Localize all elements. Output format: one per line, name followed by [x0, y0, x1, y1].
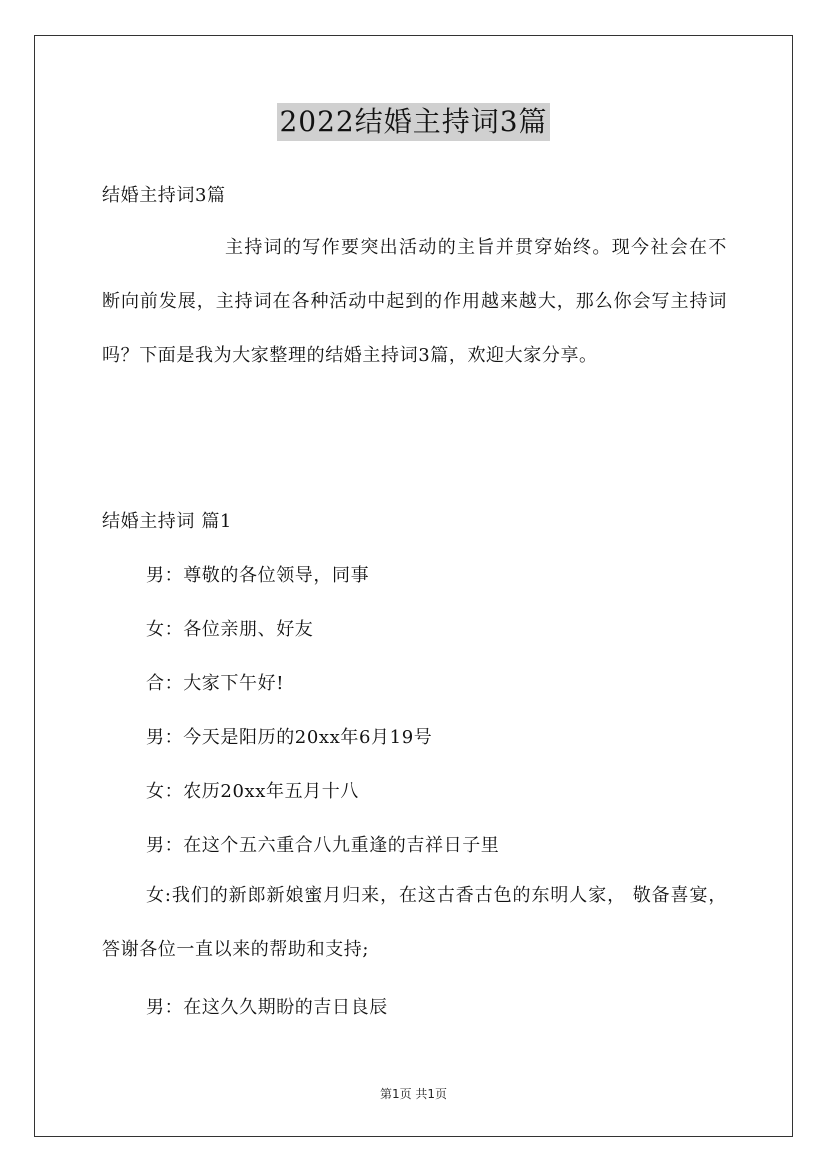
dialog-line: 男：在这个五六重合八九重逢的吉祥日子里 [146, 835, 500, 856]
dialog-line: 女：各位亲朋、好友 [146, 619, 314, 640]
dialog-line: 合：大家下午好! [146, 673, 285, 694]
dialog-line: 男：尊敬的各位领导，同事 [146, 565, 370, 586]
intro-text: 主持词的写作要突出活动的主旨并贯穿始终。现今社会在不断向前发展，主持词在各种活动中起到的作用越来越大，那么你会写主持词吗？下面是我为大家整理的结婚主持词3篇，欢迎大家分享。 [102, 237, 727, 366]
dialog-paragraph-text: 女:我们的新郎新娘蜜月归来，在这古香古色的东明人家， 敬备喜宴，答谢各位一直以来的帮助和支持; [102, 885, 727, 960]
dialog-paragraph [102, 869, 727, 977]
document-title: 2022结婚主持词3篇 [277, 103, 549, 141]
dialog-line: 女：农历20xx年五月十八 [146, 781, 360, 802]
dialog-line: 男：在这久久期盼的吉日良辰 [146, 997, 388, 1018]
page-footer: 第1页 共1页 [379, 1087, 448, 1101]
dialog-line: 男：今天是阳历的20xx年6月19号 [146, 727, 433, 748]
section-heading: 结婚主持词 篇1 [102, 511, 232, 532]
subtitle: 结婚主持词3篇 [102, 185, 226, 206]
intro-paragraph [102, 221, 727, 383]
title-container [0, 103, 827, 141]
